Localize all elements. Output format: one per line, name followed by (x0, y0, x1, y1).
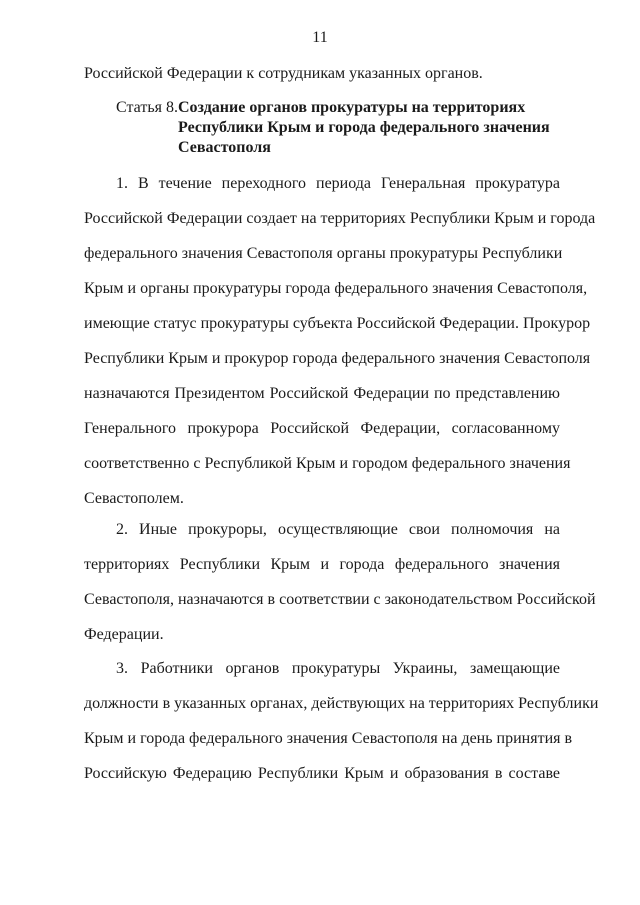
paragraph-line: Крым и органы прокуратуры города федерального значения Севастополя, (84, 280, 588, 297)
paragraph-line: Республики Крым и прокурор города федерального значения Севастополя (84, 350, 591, 367)
paragraph-line: Севастополем. (84, 490, 184, 507)
article-heading (116, 98, 525, 118)
paragraph-line: Севастополя, назначаются в соответствии с законодательством Российской (84, 591, 596, 608)
paragraph-line: 1. В течение переходного периода Генеральная прокуратура (116, 175, 560, 192)
article-label: Статья 8. (116, 99, 178, 116)
article-title-line-1: Создание органов прокуратуры на территориях (178, 99, 526, 116)
article-title-line-3: Севастополя (178, 139, 271, 156)
paragraph-line: Российской Федерации создает на территориях Республики Крым и города (84, 210, 596, 227)
paragraph-line: 3. Работники органов прокуратуры Украины, замещающие (116, 660, 560, 677)
paragraph-line: Крым и города федерального значения Севастополя на день принятия в (84, 730, 573, 747)
paragraph-line: Российскую Федерацию Республики Крым и образования в составе (84, 765, 560, 782)
lead-line: Российской Федерации к сотрудникам указанных органов. (84, 65, 483, 82)
article-title-line-2: Республики Крым и города федерального значения (178, 119, 550, 136)
paragraph-line: должности в указанных органах, действующих на территориях Республики (84, 695, 599, 712)
paragraph-line: Генерального прокурора Российской Федерации, согласованному (84, 420, 560, 437)
paragraph-line: назначаются Президентом Российской Федерации по представлению (84, 385, 560, 402)
paragraph-line: Федерации. (84, 626, 164, 643)
paragraph-line: 2. Иные прокуроры, осуществляющие свои полномочия на (116, 521, 560, 538)
paragraph-line: имеющие статус прокуратуры субъекта Российской Федерации. Прокурор (84, 315, 591, 332)
paragraph-line: территориях Республики Крым и города федерального значения (84, 556, 560, 573)
paragraph-line: федерального значения Севастополя органы прокуратуры Республики (84, 245, 563, 262)
paragraph-line: соответственно с Республикой Крым и городом федерального значения (84, 455, 571, 472)
page-number: 11 (312, 29, 328, 46)
